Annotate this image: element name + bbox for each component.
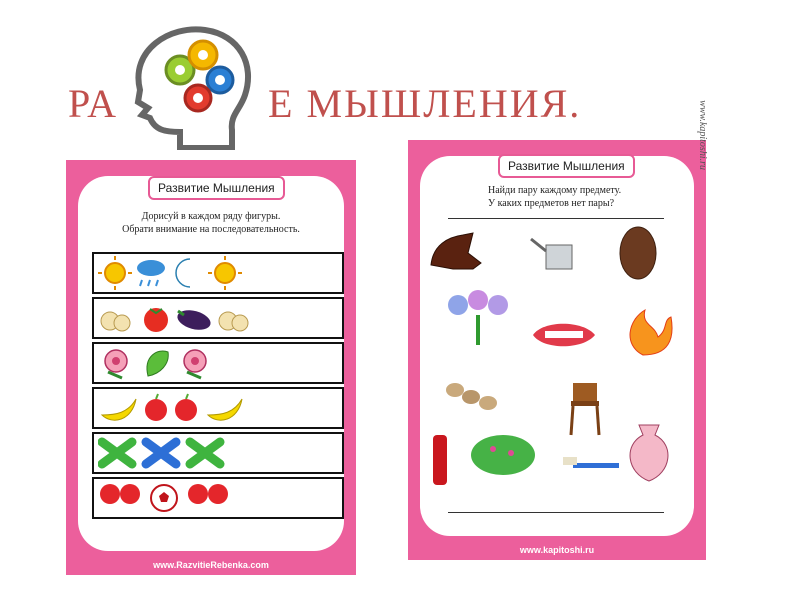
soccer-ball-icon: [151, 485, 177, 511]
sequence-row: [92, 252, 344, 294]
worksheet-side-url: www.kapitoshi.ru: [697, 100, 708, 170]
onion-icon: [219, 312, 248, 331]
eggplant-icon: [175, 307, 213, 333]
sun-icon: [208, 256, 242, 290]
glove-icon: [431, 233, 481, 269]
sun-icon: [98, 256, 132, 290]
flowers-icon: [448, 290, 508, 345]
rose-icon: [184, 350, 206, 378]
instruction-line: Дорисуй в каждом ряду фигуры.: [141, 211, 281, 222]
apple-icon: [175, 394, 197, 421]
worksheet-header: Развитие Мышления: [148, 176, 285, 200]
sequence-row: [92, 297, 344, 339]
title-left: РА: [68, 81, 119, 126]
banana-icon: [102, 399, 136, 420]
sequence-row: [92, 477, 344, 519]
rose-icon: [105, 350, 127, 378]
bush-icon: [471, 435, 535, 475]
chair-icon: [571, 383, 599, 435]
bowling-pins-icon: [102, 442, 132, 464]
watering-can-icon: [531, 239, 572, 269]
balloon-icon: [100, 484, 140, 504]
brain-gears-icon: [120, 20, 260, 150]
toothbrush-icon: [563, 457, 619, 468]
teeth-icon: [533, 324, 595, 347]
instruction-line: Найди пару каждому предмету.: [488, 185, 622, 196]
rain-cloud-icon: [137, 260, 165, 286]
fire-icon: [630, 310, 672, 355]
tomato-icon: [144, 308, 168, 332]
banana-icon: [208, 399, 242, 420]
worksheet-header: Развитие Мышления: [498, 154, 635, 178]
bowling-pins-icon: [190, 442, 220, 464]
title-right: Е МЫШЛЕНИЯ.: [268, 81, 582, 126]
worksheet-footer-url: www.RazvitieRebenka.com: [153, 560, 269, 570]
fire-extinguisher-icon: [433, 435, 447, 485]
worksheet-sequences: [66, 160, 356, 575]
instruction-line: Обрати внимание на последовательность.: [122, 224, 300, 235]
worksheet-instructions: [488, 184, 706, 210]
sequence-row: [92, 387, 344, 429]
worksheet-instructions: [66, 210, 356, 236]
instruction-line: У каких предметов нет пары?: [488, 198, 615, 209]
pairs-illustrations: [423, 225, 693, 515]
divider-top: [448, 218, 664, 219]
sequence-row: [92, 432, 344, 474]
sequence-row: [92, 342, 344, 384]
divider-bottom: [448, 512, 664, 513]
worksheet-pairs: [408, 100, 708, 560]
worksheet-footer-url: www.kapitoshi.ru: [519, 545, 595, 555]
bowling-pins-icon: [146, 442, 176, 464]
balloon-icon: [188, 484, 228, 504]
moon-icon: [176, 259, 190, 287]
potatoes-icon: [446, 383, 497, 410]
onion-icon: [101, 312, 130, 331]
pine-cone-icon: [620, 227, 656, 279]
vase-icon: [630, 425, 668, 481]
leaf-icon: [147, 351, 168, 376]
apple-icon: [145, 394, 167, 421]
